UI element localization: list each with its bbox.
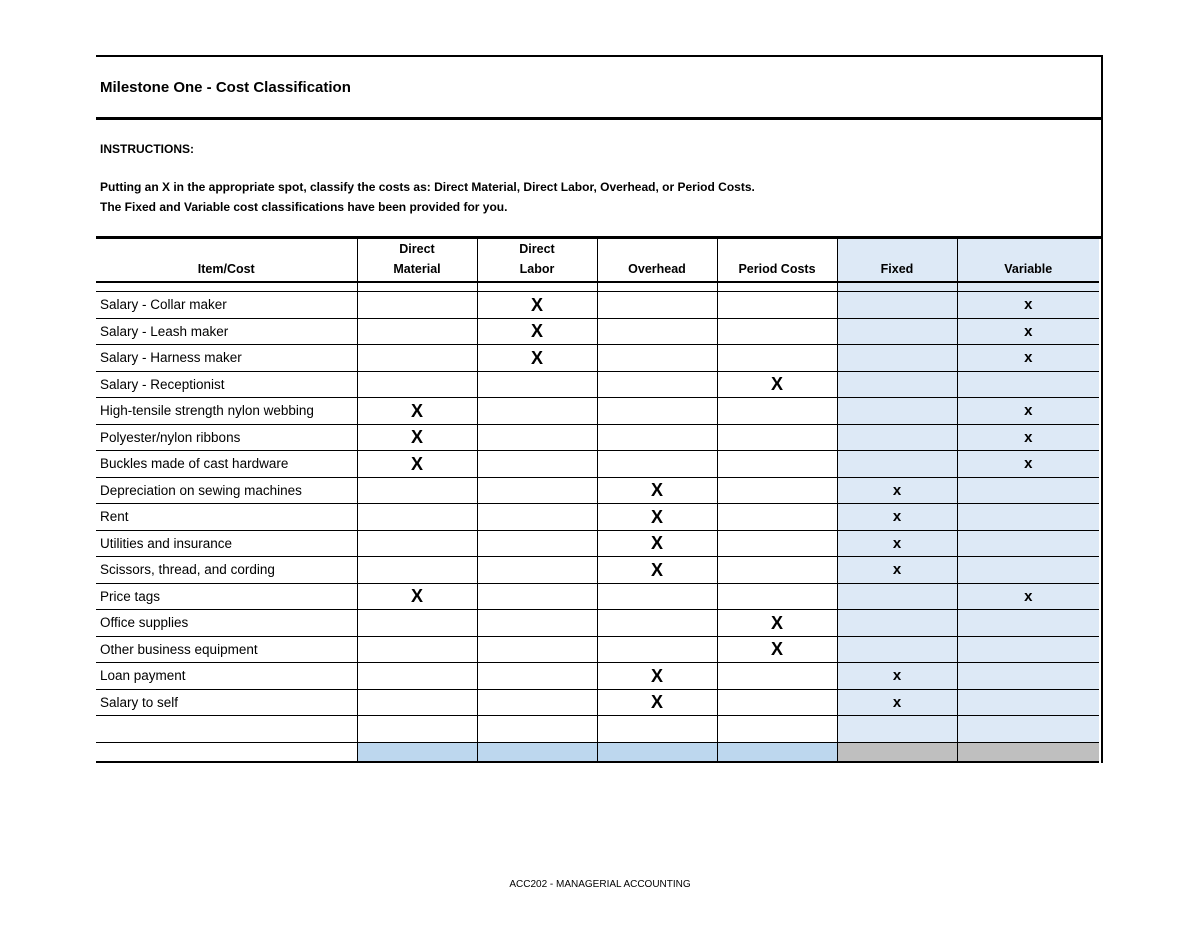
direct-labor-cell[interactable] [477,371,597,398]
variable-cell[interactable] [957,292,1099,319]
direct-labor-cell[interactable] [477,689,597,716]
overhead-cell[interactable] [597,424,717,451]
direct-labor-cell[interactable] [477,398,597,425]
period-costs-cell[interactable] [717,583,837,610]
period-costs-cell[interactable] [717,636,837,663]
overhead-cell[interactable] [597,292,717,319]
table-row [96,610,1099,637]
variable-mark: x [1024,349,1033,367]
item-cost-cell[interactable]: Loan payment [96,663,357,690]
direct-material-cell[interactable] [357,451,477,478]
item-cost-cell[interactable]: High-tensile strength nylon webbing [96,398,357,425]
period-costs-cell[interactable] [717,557,837,584]
table-row [96,345,1099,372]
period-costs-cell[interactable] [717,610,837,637]
fixed-cell[interactable] [837,398,957,425]
overhead-cell[interactable] [597,716,717,743]
item-cost-cell[interactable]: Salary to self [96,689,357,716]
fixed-cell[interactable] [837,689,957,716]
totals-row [96,742,1099,762]
period-costs-mark: X [770,374,783,395]
direct-material-mark: X [410,400,423,421]
table-row [96,398,1099,425]
total-direct-labor [477,742,597,762]
variable-cell[interactable] [957,424,1099,451]
fixed-cell[interactable] [837,371,957,398]
direct-material-cell[interactable] [357,345,477,372]
period-costs-cell[interactable] [717,318,837,345]
total-period-costs [717,742,837,762]
overhead-cell[interactable] [597,398,717,425]
direct-material-cell[interactable] [357,318,477,345]
item-cost-cell[interactable] [96,716,357,743]
overhead-mark: X [650,533,663,554]
fixed-mark: x [892,534,902,552]
direct-material-cell[interactable] [357,636,477,663]
title-divider [96,117,1101,120]
item-cost-cell[interactable]: Salary - Harness maker [96,345,357,372]
table-row [96,716,1099,743]
direct-labor-cell[interactable] [477,318,597,345]
fixed-mark: x [892,508,902,526]
overhead-cell[interactable] [597,689,717,716]
cost-classification-sheet [96,55,1103,763]
direct-labor-cell[interactable] [477,557,597,584]
period-costs-cell[interactable] [717,451,837,478]
variable-cell[interactable] [957,345,1099,372]
variable-mark: x [1024,428,1033,446]
direct-material-cell[interactable] [357,371,477,398]
fixed-mark: x [892,561,902,579]
table-header-row [96,239,1099,282]
overhead-cell[interactable] [597,610,717,637]
direct-labor-mark: X [530,321,543,342]
variable-cell[interactable] [957,504,1099,531]
table-row [96,636,1099,663]
direct-material-cell[interactable] [357,583,477,610]
fixed-mark: x [892,667,902,685]
fixed-mark: x [892,481,902,499]
instructions-line-2: The Fixed and Variable cost classifications have been provided for you. [100,200,508,214]
item-cost-cell[interactable]: Utilities and insurance [96,530,357,557]
table-row [96,689,1099,716]
direct-material-cell[interactable] [357,530,477,557]
table-row [96,451,1099,478]
fixed-mark: x [892,693,902,711]
direct-labor-cell[interactable] [477,477,597,504]
variable-cell[interactable] [957,716,1099,743]
table-row [96,371,1099,398]
table-row [96,477,1099,504]
period-costs-cell[interactable] [717,371,837,398]
variable-cell[interactable] [957,610,1099,637]
direct-material-mark: X [410,453,423,474]
period-costs-cell[interactable] [717,477,837,504]
direct-labor-cell[interactable] [477,424,597,451]
table-row [96,583,1099,610]
cost-classification-table [96,239,1099,763]
period-costs-cell[interactable] [717,398,837,425]
direct-material-cell[interactable] [357,610,477,637]
header-variable: Variable [957,239,1099,282]
direct-material-cell[interactable] [357,689,477,716]
total-overhead [597,742,717,762]
overhead-cell[interactable] [597,504,717,531]
overhead-mark: X [650,559,663,580]
variable-mark: x [1024,322,1033,340]
fixed-cell[interactable] [837,424,957,451]
overhead-cell[interactable] [597,345,717,372]
item-cost-cell[interactable]: Price tags [96,583,357,610]
direct-material-cell[interactable] [357,424,477,451]
sheet-title: Milestone One - Cost Classification [100,79,351,96]
overhead-cell[interactable] [597,663,717,690]
item-cost-cell[interactable]: Rent [96,504,357,531]
variable-cell[interactable] [957,371,1099,398]
direct-labor-cell[interactable] [477,636,597,663]
direct-labor-cell[interactable] [477,504,597,531]
fixed-cell[interactable] [837,610,957,637]
direct-labor-cell[interactable] [477,292,597,319]
direct-material-mark: X [410,586,423,607]
instructions-heading: INSTRUCTIONS: [100,142,194,156]
table-row [96,663,1099,690]
item-cost-cell[interactable]: Buckles made of cast hardware [96,451,357,478]
header-direct-material: Direct Material [357,239,477,282]
header-item-cost: Item/Cost [96,239,357,282]
item-cost-cell[interactable]: Salary - Collar maker [96,292,357,319]
direct-material-cell[interactable] [357,663,477,690]
item-cost-cell[interactable]: Office supplies [96,610,357,637]
overhead-cell[interactable] [597,636,717,663]
period-costs-cell[interactable] [717,504,837,531]
item-cost-cell[interactable]: Salary - Receptionist [96,371,357,398]
header-overhead: Overhead [597,239,717,282]
variable-cell[interactable] [957,398,1099,425]
direct-labor-cell[interactable] [477,530,597,557]
fixed-cell[interactable] [837,530,957,557]
direct-labor-cell[interactable] [477,345,597,372]
variable-cell[interactable] [957,530,1099,557]
variable-mark: x [1024,402,1033,420]
overhead-cell[interactable] [597,530,717,557]
table-row [96,318,1099,345]
overhead-cell[interactable] [597,557,717,584]
period-costs-mark: X [770,639,783,660]
fixed-cell[interactable] [837,292,957,319]
direct-material-cell[interactable] [357,292,477,319]
direct-labor-cell[interactable] [477,451,597,478]
table-row [96,530,1099,557]
variable-cell[interactable] [957,583,1099,610]
variable-cell[interactable] [957,477,1099,504]
item-cost-cell[interactable]: Polyester/nylon ribbons [96,424,357,451]
fixed-cell[interactable] [837,583,957,610]
item-cost-cell[interactable]: Salary - Leash maker [96,318,357,345]
direct-labor-cell[interactable] [477,610,597,637]
table-row [96,292,1099,319]
overhead-cell[interactable] [597,451,717,478]
direct-material-cell[interactable] [357,716,477,743]
fixed-cell[interactable] [837,636,957,663]
direct-labor-cell[interactable] [477,583,597,610]
direct-labor-mark: X [530,347,543,368]
direct-material-mark: X [410,427,423,448]
direct-material-cell[interactable] [357,398,477,425]
overhead-cell[interactable] [597,583,717,610]
item-cost-cell[interactable]: Other business equipment [96,636,357,663]
period-costs-cell[interactable] [717,530,837,557]
variable-cell[interactable] [957,318,1099,345]
total-direct-material [357,742,477,762]
table-row [96,424,1099,451]
fixed-cell[interactable] [837,504,957,531]
spacer-row [96,282,1099,292]
direct-labor-mark: X [530,294,543,315]
variable-mark: x [1024,587,1033,605]
variable-cell[interactable] [957,689,1099,716]
item-cost-cell[interactable]: Depreciation on sewing machines [96,477,357,504]
header-direct-labor: Direct Labor [477,239,597,282]
overhead-mark: X [650,692,663,713]
direct-labor-cell[interactable] [477,716,597,743]
table-row [96,504,1099,531]
period-costs-cell[interactable] [717,716,837,743]
period-costs-cell[interactable] [717,689,837,716]
overhead-mark: X [650,665,663,686]
period-costs-cell[interactable] [717,345,837,372]
overhead-cell[interactable] [597,371,717,398]
direct-material-cell[interactable] [357,477,477,504]
item-cost-cell[interactable]: Scissors, thread, and cording [96,557,357,584]
variable-mark: x [1024,455,1033,473]
overhead-cell[interactable] [597,477,717,504]
variable-cell[interactable] [957,557,1099,584]
direct-labor-cell[interactable] [477,663,597,690]
page-footer: ACC202 - MANAGERIAL ACCOUNTING [509,879,691,890]
variable-cell[interactable] [957,636,1099,663]
fixed-cell[interactable] [837,345,957,372]
fixed-cell[interactable] [837,716,957,743]
overhead-mark: X [650,480,663,501]
fixed-cell[interactable] [837,557,957,584]
total-variable [957,742,1099,762]
period-costs-mark: X [770,612,783,633]
fixed-cell[interactable] [837,663,957,690]
header-period-costs: Period Costs [717,239,837,282]
total-fixed [837,742,957,762]
direct-material-cell[interactable] [357,504,477,531]
totals-label-cell [96,742,357,762]
header-fixed: Fixed [837,239,957,282]
variable-cell[interactable] [957,451,1099,478]
overhead-mark: X [650,506,663,527]
period-costs-cell[interactable] [717,424,837,451]
variable-cell[interactable] [957,663,1099,690]
direct-material-cell[interactable] [357,557,477,584]
period-costs-cell[interactable] [717,292,837,319]
fixed-cell[interactable] [837,318,957,345]
table-row [96,557,1099,584]
overhead-cell[interactable] [597,318,717,345]
instructions-line-1: Putting an X in the appropriate spot, classify the costs as: Direct Material, Direct Labor, Overhead, or Period Costs. [100,180,755,194]
fixed-cell[interactable] [837,451,957,478]
period-costs-cell[interactable] [717,663,837,690]
fixed-cell[interactable] [837,477,957,504]
variable-mark: x [1024,296,1033,314]
